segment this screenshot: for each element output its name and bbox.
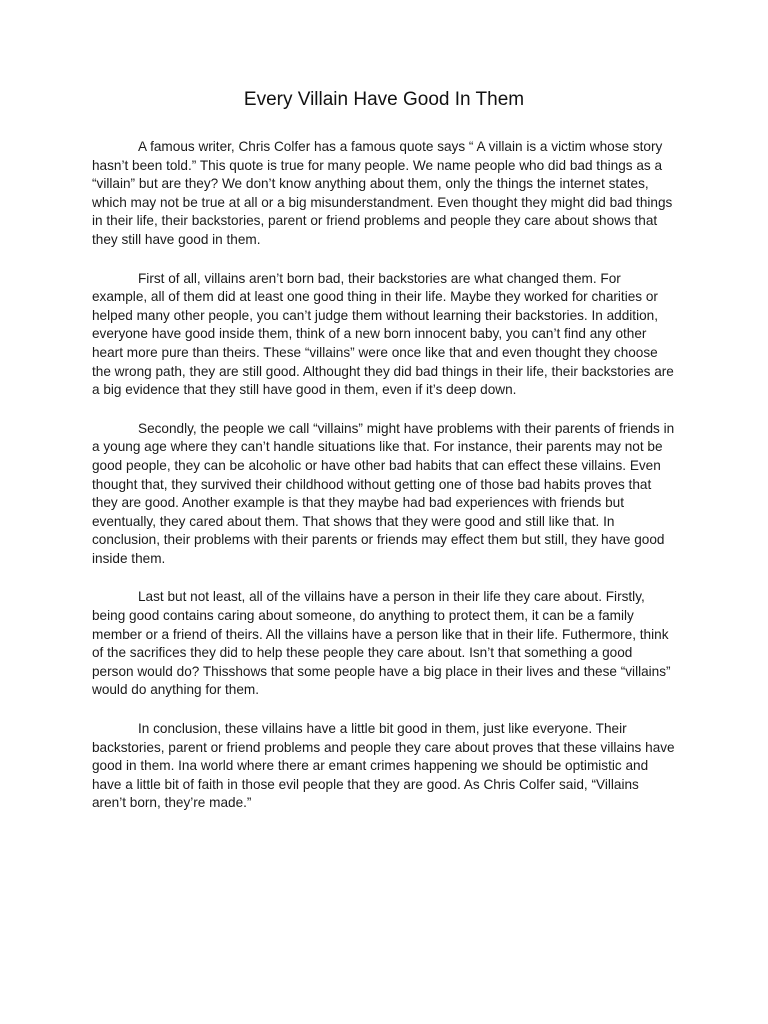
paragraph-backstories: First of all, villains aren’t born bad, their backstories are what changed them. For example, all of them did at least one good thing in their life. Maybe they worked for charities or helped many other people, you can’t judge them without learning their backstories. In addition, everyone have good inside them, think of a new born innocent baby, you can’t find any other heart more pure than theirs. These “villains” were once like that and even thought they choose the wrong path, they are still good. Althought they did bad things in their life, their backstories are a big evidence that they still have good in them, even if it’s deep down. (92, 270, 674, 398)
document-title: Every Villain Have Good In Them (243, 89, 525, 110)
paragraph-introduction: A famous writer, Chris Colfer has a famous quote says “ A villain is a victim whose story hasn’t been told.” This quote is true for many people. We name people who did bad things as a “villain” but are they? We don’t know anything about them, only the things the internet states, which may not be true at all or a big misunderstandment. Even thought they might did bad things in their life, their backstories, parent or friend problems and people they care about shows that they still have good in them. (92, 139, 673, 247)
paragraph-conclusion: In conclusion, these villains have a little bit good in them, just like everyone. Their backstories, parent or friend problems and people they care about proves that these villains have good in them. Ina world where there ar emant crimes happening we should be optimistic and have a little bit of faith in those evil people that they are good. As Chris Colfer said, “Villains aren’t born, they’re made.” (92, 721, 675, 811)
paragraph-parents-friends: Secondly, the people we call “villains” might have problems with their parents of friends in a young age where they can’t handle situations like that. For instance, their parents may not be good people, they can be alcoholic or have other bad habits that can effect these villains. Even thought that, they survived their childhood without getting one of those bad habits proves that they are good. Another example is that they maybe had bad experiences with friends but eventually, they cared about them. That shows that they were good and still like that. In conclusion, their problems with their parents or friends may effect them but still, they have good inside them. (92, 420, 675, 566)
paragraph-caring: Last but not least, all of the villains have a person in their life they care about. Firstly, being good contains caring about someone, do anything to protect them, it can be a family member or a friend of theirs. All the villains have a person like that in their life. Futhermore, think of the sacrifices they did to help these people they care about. Isn’t that something a good person would do? Thisshows that some people have a big place in their lives and these “villains” would do anything for them. (92, 589, 671, 698)
document-body (92, 138, 676, 833)
